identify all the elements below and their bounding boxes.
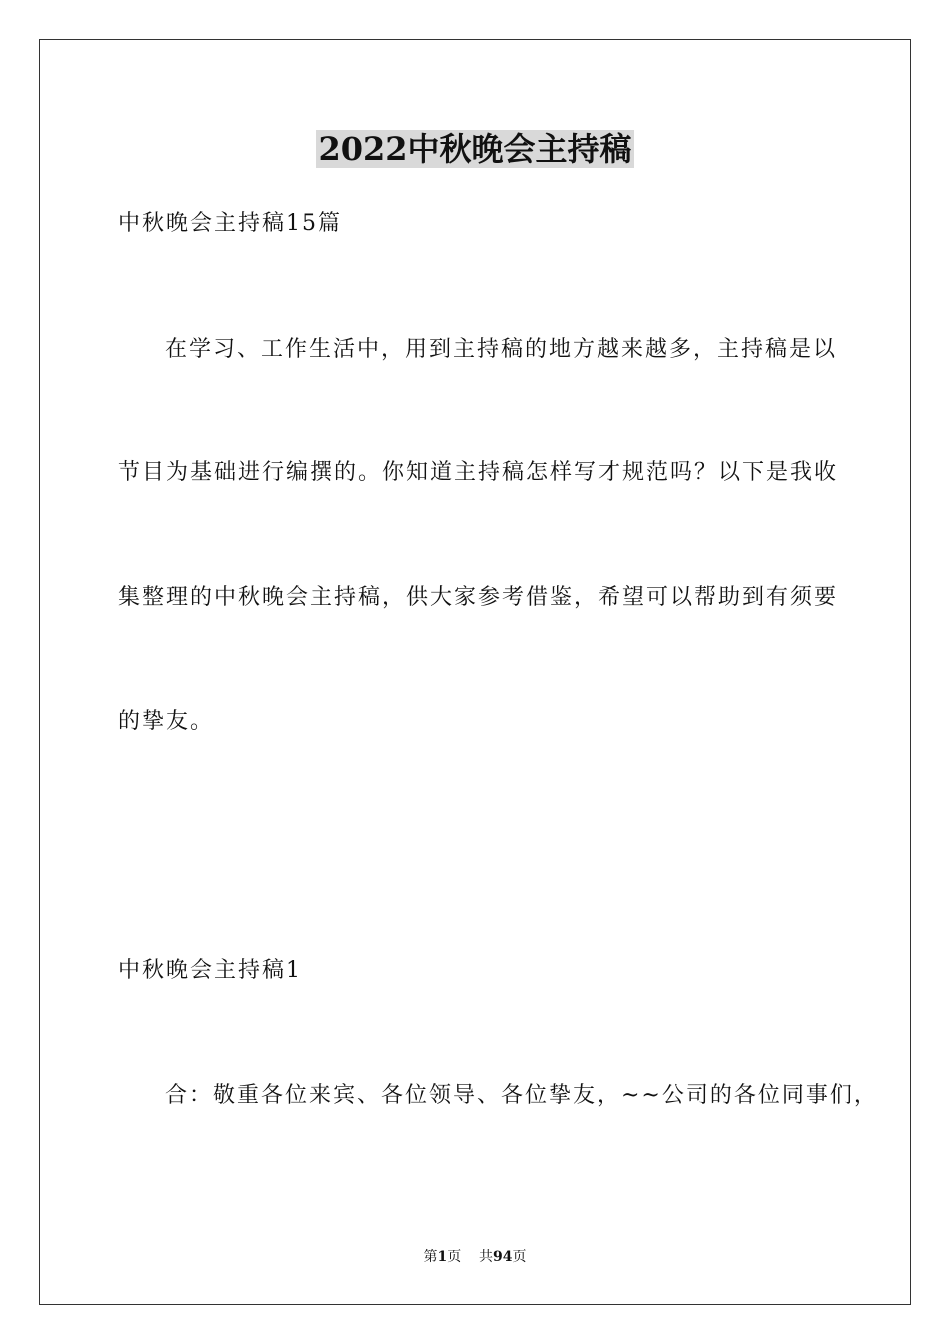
footer-total-pages: 94 xyxy=(493,1249,513,1265)
intro-paragraph-line: 集整理的中秋晚会主持稿，供大家参考借鉴，希望可以帮助到有须要 xyxy=(118,585,839,610)
footer-total-prefix: 共 xyxy=(479,1249,494,1265)
document-subtitle: 中秋晚会主持稿15篇 xyxy=(118,211,342,236)
intro-paragraph-line: 的挚友。 xyxy=(118,709,215,734)
footer-page-prefix: 第 xyxy=(423,1249,438,1265)
footer-page-number: 1 xyxy=(437,1249,448,1265)
document-title-text: 2022中秋晚会主持稿 xyxy=(318,130,632,168)
footer-page-suffix: 页 xyxy=(447,1249,462,1265)
footer-total-suffix: 页 xyxy=(512,1249,527,1265)
page-footer xyxy=(0,1248,950,1266)
document-title xyxy=(0,127,950,171)
section-paragraph-line: 合：敬重各位来宾、各位领导、各位挚友，~~公司的各位同事们， xyxy=(165,1083,878,1108)
intro-paragraph-line: 在学习、工作生活中，用到主持稿的地方越来越多，主持稿是以 xyxy=(165,337,838,362)
intro-paragraph-line: 节目为基础进行编撰的。你知道主持稿怎样写才规范吗？以下是我收 xyxy=(118,460,839,485)
section-heading: 中秋晚会主持稿1 xyxy=(118,958,302,983)
